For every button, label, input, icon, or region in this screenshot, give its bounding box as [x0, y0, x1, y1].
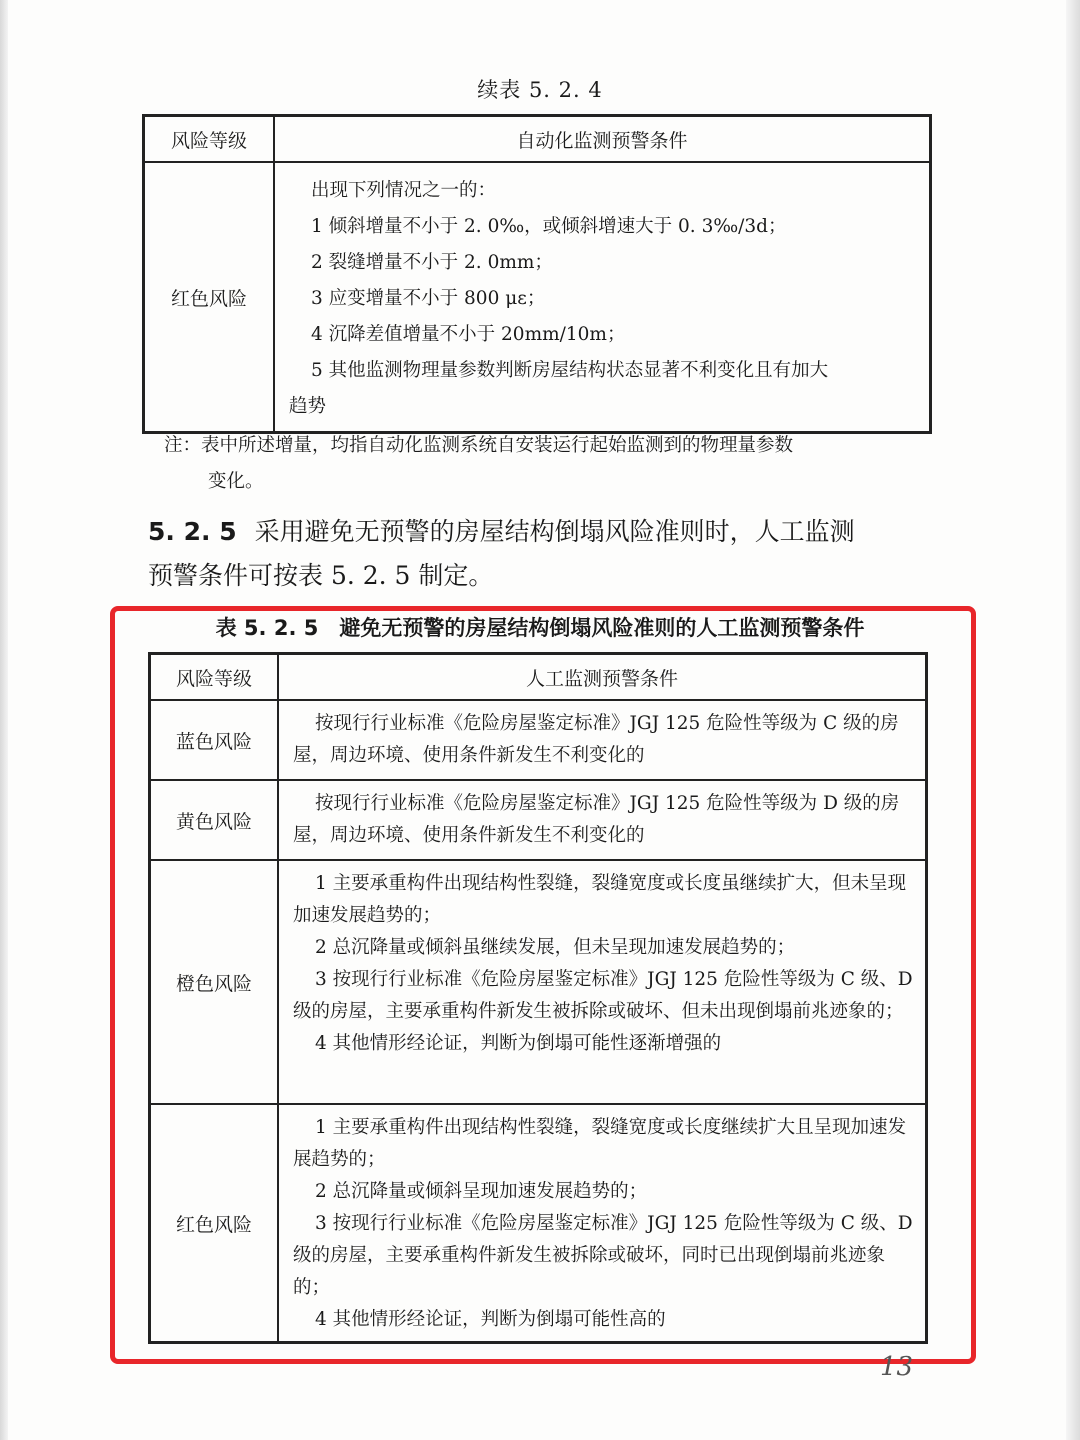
- condition-line: 5 其他监测物理量参数判断房屋结构状态显著不利变化且有加大: [311, 360, 829, 381]
- condition-cell: [278, 780, 927, 860]
- clause-text: 采用避免无预警的房屋结构倒塌风险准则时，人工监测: [254, 517, 855, 546]
- condition-text: 按现行行业标准《危险房屋鉴定标准》JGJ 125 危险性等级为 C 级的房屋，周边环境、使用条件新发生不利变化的: [293, 713, 899, 766]
- risk-label-yellow: 黄色风险: [150, 780, 279, 860]
- condition-item: 2 总沉降量或倾斜呈现加速发展趋势的；: [315, 1181, 648, 1202]
- table-header-row: [144, 116, 931, 163]
- note-line: 变化。: [208, 471, 264, 492]
- table-row: [150, 1104, 927, 1343]
- condition-cell: [278, 860, 927, 1104]
- condition-line: 3 应变增量不小于 800 με；: [311, 288, 546, 309]
- table-row: [150, 860, 927, 1104]
- condition-text: 按现行行业标准《危险房屋鉴定标准》JGJ 125 危险性等级为 D 级的房屋，周边环境、使用条件新发生不利变化的: [293, 793, 900, 846]
- condition-item: 1 主要承重构件出现结构性裂缝，裂缝宽度或长度虽继续扩大，但未呈现加速发展趋势的；: [293, 873, 907, 926]
- condition-cell: [278, 700, 927, 780]
- table-caption-525: 表 5. 2. 5 避免无预警的房屋结构倒塌风险准则的人工监测预警条件: [215, 616, 865, 640]
- risk-label-red: 红色风险: [144, 162, 275, 433]
- page-edge-left: [0, 0, 8, 1440]
- table-row: [150, 780, 927, 860]
- table-5-2-5: [148, 652, 928, 1344]
- condition-line: 4 沉降差值增量不小于 20mm/10m；: [311, 324, 626, 345]
- page-number: 13: [880, 1352, 914, 1382]
- condition-item: 3 按现行行业标准《危险房屋鉴定标准》JGJ 125 危险性等级为 C 级、D 级的房屋，主要承重构件新发生被拆除或破坏、但未出现倒塌前兆迹象的；: [293, 969, 913, 1022]
- condition-cell: [274, 162, 931, 433]
- condition-item: 3 按现行行业标准《危险房屋鉴定标准》JGJ 125 危险性等级为 C 级、D 级的房屋，主要承重构件新发生被拆除或破坏，同时已出现倒塌前兆迹象的；: [293, 1213, 913, 1298]
- table-row: [144, 162, 931, 433]
- condition-line: 2 裂缝增量不小于 2. 0mm；: [311, 252, 553, 273]
- risk-label-orange: 橙色风险: [150, 860, 279, 1104]
- condition-cell: [278, 1104, 927, 1343]
- risk-label-blue: 蓝色风险: [150, 700, 279, 780]
- risk-label-red: 红色风险: [150, 1104, 279, 1343]
- page-edge-right: [1066, 0, 1080, 1440]
- header-risk-level: 风险等级: [144, 116, 275, 163]
- condition-line: 1 倾斜增量不小于 2. 0‰，或倾斜增速大于 0. 3‰/3d；: [311, 216, 787, 237]
- note-line: 注：表中所述增量，均指自动化监测系统自安装运行起始监测到的物理量参数: [164, 435, 794, 456]
- clause-text-line2: 预警条件可按表 5. 2. 5 制定。: [148, 561, 494, 590]
- header-manual-monitoring: 人工监测预警条件: [278, 654, 927, 701]
- continued-table: [142, 114, 932, 434]
- table-note: [164, 428, 934, 500]
- table-caption-continued: 续表 5. 2. 4: [477, 78, 603, 102]
- condition-item: 2 总沉降量或倾斜虽继续发展，但未呈现加速发展趋势的；: [315, 937, 796, 958]
- header-risk-level: 风险等级: [150, 654, 279, 701]
- header-auto-monitoring: 自动化监测预警条件: [274, 116, 931, 163]
- table-row: [150, 700, 927, 780]
- condition-item: 4 其他情形经论证，判断为倒塌可能性高的: [315, 1309, 666, 1330]
- clause-number: 5. 2. 5: [148, 517, 237, 546]
- condition-line-tail: 趋势: [289, 396, 327, 417]
- condition-item: 4 其他情形经论证，判断为倒塌可能性逐渐增强的: [315, 1033, 722, 1054]
- table-header-row: [150, 654, 927, 701]
- condition-line: 出现下列情况之一的：: [311, 180, 497, 201]
- clause-5-2-5: [148, 510, 938, 598]
- condition-item: 1 主要承重构件出现结构性裂缝，裂缝宽度或长度继续扩大且呈现加速发展趋势的；: [293, 1117, 907, 1170]
